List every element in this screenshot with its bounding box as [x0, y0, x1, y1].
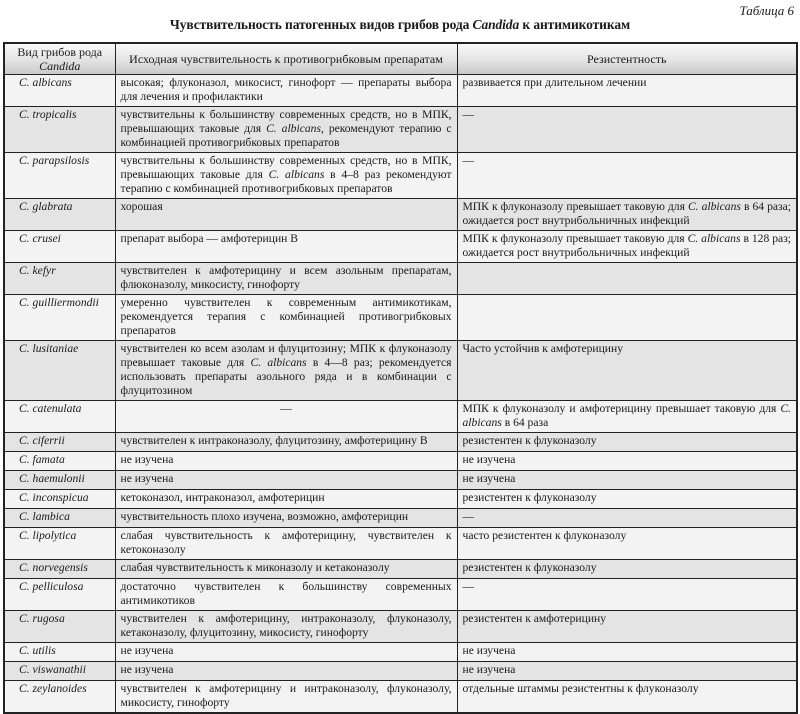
species-cell: C. rugosa: [4, 611, 115, 643]
sensitivity-cell: не изучена: [115, 471, 457, 490]
table-row: [4, 509, 797, 528]
table-row: [4, 611, 797, 643]
species-cell: C. utilis: [4, 643, 115, 662]
resistance-cell: развивается при длительном лечении: [457, 75, 797, 107]
sensitivity-cell: чувствителен к интраконазолу, флуцитозину, амфотерицину В: [115, 433, 457, 452]
title-genus: Candida: [472, 17, 520, 32]
table-title: [0, 17, 800, 33]
species-cell: C. inconspicua: [4, 490, 115, 509]
resistance-cell: не изучена: [457, 643, 797, 662]
header-species-line1: Вид грибов рода: [17, 45, 103, 59]
species-cell: C. norvegensis: [4, 560, 115, 579]
resistance-cell: [457, 231, 797, 263]
species-cell: C. zeylanoides: [4, 681, 115, 714]
resistance-cell: резистентен к амфотерицину: [457, 611, 797, 643]
sensitivity-cell: не изучена: [115, 643, 457, 662]
title-text-end: к антимикотикам: [519, 17, 631, 32]
table-row: [4, 107, 797, 153]
resistance-cell: [457, 199, 797, 231]
sensitivity-cell: [115, 341, 457, 401]
species-cell: C. guilliermondii: [4, 295, 115, 341]
sensitivity-cell: чувствителен к амфотерицину и всем азольным препаратам, флюконазолу, микосисту, гинофорту: [115, 263, 457, 295]
cell-text: МПК к флуконазолу превышает таковую для: [462, 232, 688, 245]
cell-text: в 64 раза: [501, 416, 549, 429]
table-row: [4, 263, 797, 295]
sensitivity-cell: не изучена: [115, 662, 457, 681]
table-row: [4, 75, 797, 107]
species-cell: C. albicans: [4, 75, 115, 107]
resistance-cell: [457, 263, 797, 295]
species-cell: C. viswanathii: [4, 662, 115, 681]
species-cell: C. parapsilosis: [4, 153, 115, 199]
resistance-cell: —: [457, 153, 797, 199]
resistance-cell: —: [457, 579, 797, 611]
resistance-cell: часто резистентен к флуконазолу: [457, 528, 797, 560]
resistance-cell: Часто устойчив к амфотерицину: [457, 341, 797, 401]
species-cell: C. lambica: [4, 509, 115, 528]
resistance-cell: [457, 295, 797, 341]
species-reference: C. albicans: [268, 168, 325, 181]
resistance-cell: не изучена: [457, 471, 797, 490]
header-sensitivity: Исходная чувствительность к противогрибковым препаратам: [115, 43, 457, 75]
resistance-cell: не изучена: [457, 662, 797, 681]
sensitivity-cell: препарат выбора — амфотерицин В: [115, 231, 457, 263]
sensitivity-cell: кетоконазол, интраконазол, амфотерицин: [115, 490, 457, 509]
table-row: [4, 231, 797, 263]
table-row: [4, 295, 797, 341]
species-cell: C. kefyr: [4, 263, 115, 295]
resistance-cell: —: [457, 107, 797, 153]
cell-text: в 4–8 раз рекомендуют терапию с комбинацией противогрибковых препаратов: [120, 168, 452, 195]
sensitivity-cell: слабая чувствительность к миконазолу и кетаконазолу: [115, 560, 457, 579]
table-row: [4, 433, 797, 452]
species-cell: C. haemulonii: [4, 471, 115, 490]
species-cell: C. ciferrii: [4, 433, 115, 452]
species-reference: C. albicans: [462, 402, 791, 429]
species-cell: C. catenulata: [4, 401, 115, 433]
table-row: [4, 681, 797, 714]
table-row: [4, 560, 797, 579]
table-number-label: Таблица 6: [739, 3, 794, 18]
cell-text: в 4—8 раз; рекомендуется использовать препараты азольного ряда и в комбинации с флуцитозином: [120, 356, 452, 397]
resistance-cell: [457, 401, 797, 433]
cell-text: в 64 раза; ожидается рост внутрибольничных инфекций: [462, 200, 791, 227]
table-row: [4, 662, 797, 681]
table-header-row: [4, 43, 797, 75]
table-row: [4, 528, 797, 560]
table-row: [4, 199, 797, 231]
table-row: [4, 452, 797, 471]
cell-text: чувствителен ко всем азолам и флуцитозину; МПК к флуконазолу превышает таковые для: [120, 342, 452, 369]
table-row: [4, 341, 797, 401]
species-cell: C. glabrata: [4, 199, 115, 231]
species-reference: C. albicans: [687, 200, 741, 213]
cell-text: МПК к флуконазолу и амфотерицину превышает таковую для: [462, 402, 781, 415]
species-reference: C. albicans: [266, 122, 321, 135]
cell-text: , рекомендуют терапию с комбинацией противогрибковых препаратов: [120, 122, 452, 149]
sensitivity-cell: [115, 107, 457, 153]
sensitivity-cell: не изучена: [115, 452, 457, 471]
table-row: [4, 490, 797, 509]
sensitivity-cell: чувствителен к амфотерицину и интраконазолу, флуконазолу, микосисту, гинофорту: [115, 681, 457, 714]
species-cell: C. famata: [4, 452, 115, 471]
table-row: [4, 401, 797, 433]
species-reference: C. albicans: [687, 232, 741, 245]
resistance-cell: резистентен к флуконазолу: [457, 433, 797, 452]
resistance-cell: отдельные штаммы резистентны к флуконазолу: [457, 681, 797, 714]
sensitivity-cell: чувствительность плохо изучена, возможно, амфотерицин: [115, 509, 457, 528]
sensitivity-cell: [115, 153, 457, 199]
sensitivity-cell: слабая чувствительность к амфотерицину, чувствителен к кетоконазолу: [115, 528, 457, 560]
candida-sensitivity-table: [3, 42, 798, 714]
sensitivity-cell: умеренно чувствителен к современным антимикотикам, рекомендуется терапия с комбинацией противогрибковых препаратов: [115, 295, 457, 341]
sensitivity-cell: достаточно чувствителен к большинству современных антимикотиков: [115, 579, 457, 611]
species-cell: C. crusei: [4, 231, 115, 263]
sensitivity-cell: —: [115, 401, 457, 433]
table-row: [4, 471, 797, 490]
resistance-cell: не изучена: [457, 452, 797, 471]
table-row: [4, 153, 797, 199]
species-cell: C. lusitaniae: [4, 341, 115, 401]
species-cell: C. lipolytica: [4, 528, 115, 560]
sensitivity-cell: чувствителен к амфотерицину, интраконазолу, флуконазолу, кетаконазолу, флуцитозину, микосисту, гинофорту: [115, 611, 457, 643]
table-row: [4, 579, 797, 611]
cell-text: чувствительны к большинству современных средств, но в МПК, превышающих таковые для: [120, 154, 452, 181]
resistance-cell: резистентен к флуконазолу: [457, 560, 797, 579]
species-reference: C. albicans: [250, 356, 307, 369]
header-species-genus: Candida: [39, 59, 81, 73]
cell-text: МПК к флуконазолу превышает таковую для: [462, 200, 688, 213]
resistance-cell: —: [457, 509, 797, 528]
cell-text: в 128 раз; ожидается рост внутрибольничных инфекций: [462, 232, 791, 259]
cell-text: чувствительны к большинству современных средств, но в МПК, превышающих таковые для: [120, 108, 452, 135]
title-text: Чувствительность патогенных видов грибов рода: [169, 17, 473, 32]
resistance-cell: резистентен к флуконазолу: [457, 490, 797, 509]
header-resistance: Резистентность: [457, 43, 797, 75]
species-cell: C. pelliculosa: [4, 579, 115, 611]
header-species: [4, 43, 115, 75]
sensitivity-cell: высокая; флуконазол, микосист, гинофорт — препараты выбора для лечения и профилактики: [115, 75, 457, 107]
sensitivity-cell: хорошая: [115, 199, 457, 231]
species-cell: C. tropicalis: [4, 107, 115, 153]
